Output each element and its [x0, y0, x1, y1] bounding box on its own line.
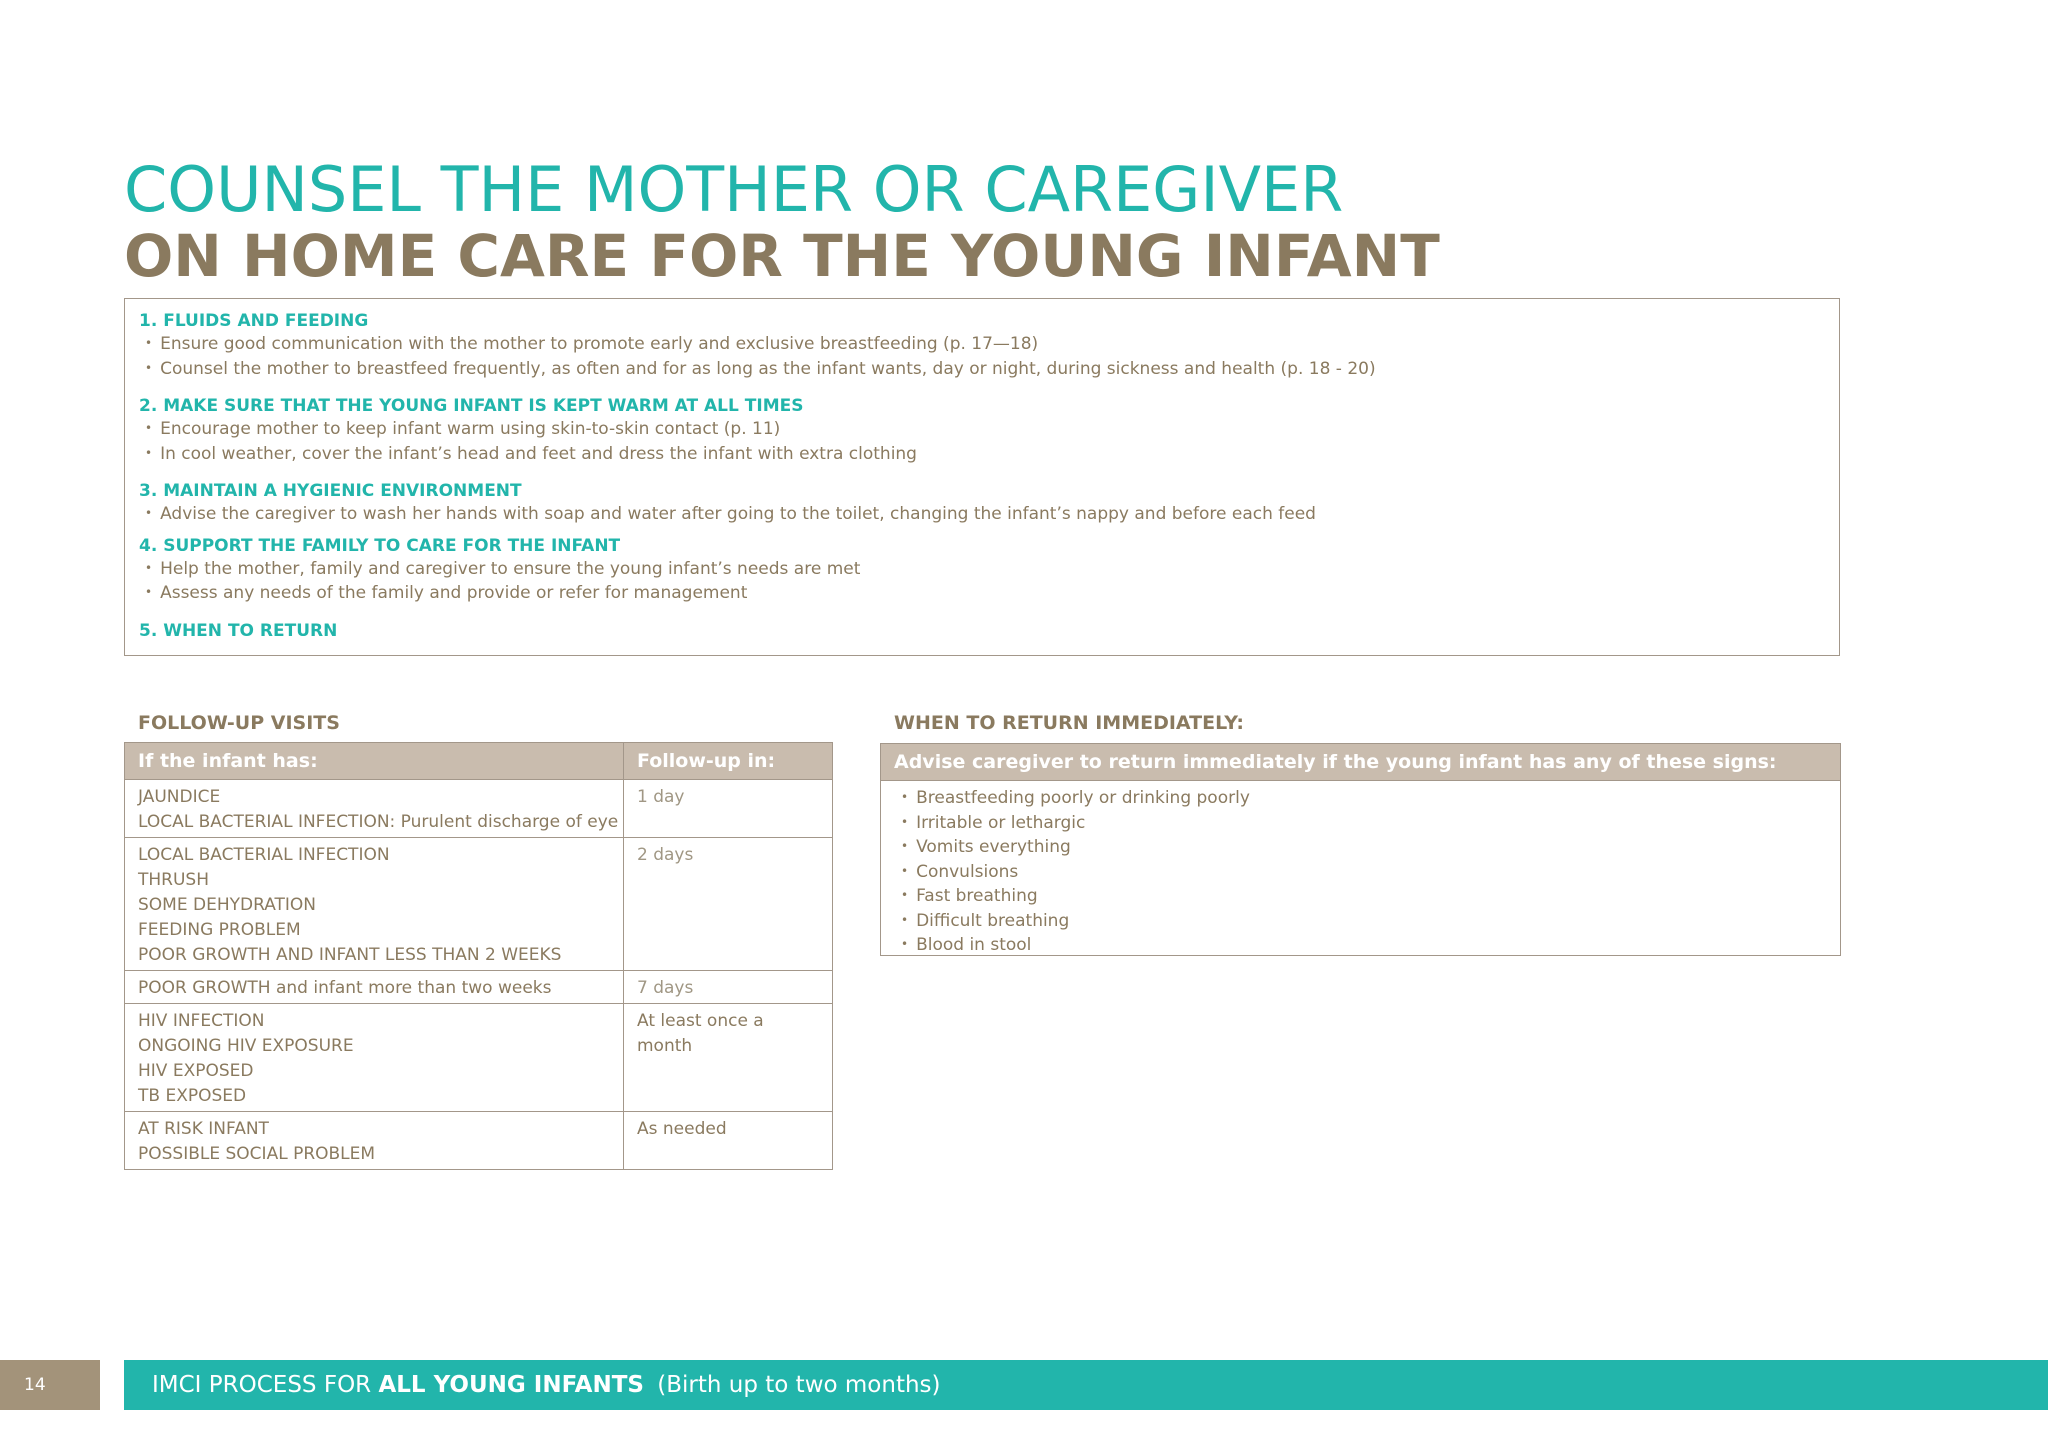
list-item: • Difficult breathing — [895, 910, 1826, 935]
footer-bold: ALL YOUNG INFANTS — [378, 1372, 644, 1398]
condition-cell — [125, 971, 624, 1004]
column-header-followup: Follow-up in: — [624, 743, 833, 780]
section-bullet: • Help the mother, family and caregiver to ensure the young infant’s needs are met — [139, 558, 1825, 583]
footer-prefix: IMCI PROCESS FOR — [152, 1372, 372, 1398]
footer-suffix: (Birth up to two months) — [657, 1372, 941, 1398]
section-support-family — [139, 534, 1825, 607]
footer-banner — [124, 1360, 2048, 1410]
section-keep-warm — [139, 394, 1825, 467]
section-fluids-feeding — [139, 309, 1825, 382]
return-immediately-heading: WHEN TO RETURN IMMEDIATELY: — [894, 712, 1244, 734]
section-bullet: • Advise the caregiver to wash her hands with soap and water after going to the toilet, changing the infant’s nappy and before each feed — [139, 503, 1825, 528]
page-title-line2: ON HOME CARE FOR THE YOUNG INFANT — [124, 222, 1440, 290]
condition-line: TB EXPOSED — [138, 1086, 247, 1106]
followup-heading: FOLLOW-UP VISITS — [138, 712, 340, 734]
condition-line: AT RISK INFANT — [138, 1119, 269, 1139]
condition-line: HIV INFECTION — [138, 1011, 265, 1031]
condition-line: SOME DEHYDRATION — [138, 895, 317, 915]
list-item: • Breastfeeding poorly or drinking poorly — [895, 787, 1826, 812]
condition-line: FEEDING PROBLEM — [138, 920, 301, 940]
followup-cell — [624, 780, 833, 838]
list-item: • Vomits everything — [895, 836, 1826, 861]
table-row — [125, 971, 833, 1004]
page-title-line1: COUNSEL THE MOTHER OR CAREGIVER — [124, 153, 1344, 226]
list-item: • Fast breathing — [895, 885, 1826, 910]
section-heading: 3. MAINTAIN A HYGIENIC ENVIRONMENT — [139, 481, 522, 501]
section-bullet: • Ensure good communication with the mother to promote early and exclusive breastfeeding (p. 17—18) — [139, 333, 1825, 358]
condition-cell — [125, 780, 624, 838]
followup-line: As needed — [637, 1119, 727, 1139]
return-box-heading: Advise caregiver to return immediately if the young infant has any of these signs: — [881, 744, 1840, 781]
condition-cell — [125, 838, 624, 971]
home-care-box — [124, 298, 1840, 656]
followup-line: 2 days — [637, 845, 694, 865]
section-heading: 4. SUPPORT THE FAMILY TO CARE FOR THE INFANT — [139, 535, 621, 556]
list-item: • Convulsions — [895, 861, 1826, 886]
condition-line: THRUSH — [138, 870, 209, 890]
section-bullet: • Counsel the mother to breastfeed frequently, as often and for as long as the infant wants, day or night, during sickness and health (p. 18 - 20) — [139, 358, 1825, 383]
condition-line: POOR GROWTH and infant more than two weeks — [138, 978, 552, 998]
return-immediately-box — [880, 743, 1841, 956]
condition-line: LOCAL BACTERIAL INFECTION: Purulent discharge of eye — [138, 812, 619, 832]
followup-line: At least once a — [637, 1011, 764, 1031]
followup-cell — [624, 1112, 833, 1170]
condition-line: POSSIBLE SOCIAL PROBLEM — [138, 1144, 376, 1164]
section-heading: 1. FLUIDS AND FEEDING — [139, 311, 369, 331]
condition-line: HIV EXPOSED — [138, 1061, 254, 1081]
condition-line: ONGOING HIV EXPOSURE — [138, 1036, 354, 1056]
condition-line: JAUNDICE — [138, 787, 221, 807]
condition-line: POOR GROWTH AND INFANT LESS THAN 2 WEEKS — [138, 945, 562, 965]
section-bullet: • In cool weather, cover the infant’s head and feet and dress the infant with extra clothing — [139, 443, 1825, 468]
section-hygienic-environment — [139, 479, 1825, 528]
section-when-to-return — [139, 619, 1825, 643]
condition-cell — [125, 1004, 624, 1112]
section-heading: 5. WHEN TO RETURN — [139, 620, 338, 641]
list-item: • Blood in stool — [895, 934, 1826, 959]
table-header-row — [125, 743, 833, 780]
condition-cell — [125, 1112, 624, 1170]
danger-signs-list — [881, 781, 1840, 965]
followup-cell — [624, 1004, 833, 1112]
followup-line: 1 day — [637, 787, 685, 807]
followup-line: 7 days — [637, 978, 694, 998]
page-number: 14 — [0, 1360, 100, 1410]
section-bullet: • Assess any needs of the family and provide or refer for management — [139, 582, 1825, 607]
followup-table — [124, 742, 833, 1170]
table-row — [125, 838, 833, 971]
column-header-condition: If the infant has: — [125, 743, 624, 780]
table-row — [125, 780, 833, 838]
table-row — [125, 1112, 833, 1170]
condition-line: LOCAL BACTERIAL INFECTION — [138, 845, 390, 865]
list-item: • Irritable or lethargic — [895, 812, 1826, 837]
section-heading: 2. MAKE SURE THAT THE YOUNG INFANT IS KEPT WARM AT ALL TIMES — [139, 396, 804, 416]
followup-line: month — [637, 1036, 693, 1056]
followup-cell — [624, 838, 833, 971]
table-row — [125, 1004, 833, 1112]
section-bullet: • Encourage mother to keep infant warm using skin-to-skin contact (p. 11) — [139, 418, 1825, 443]
followup-cell — [624, 971, 833, 1004]
